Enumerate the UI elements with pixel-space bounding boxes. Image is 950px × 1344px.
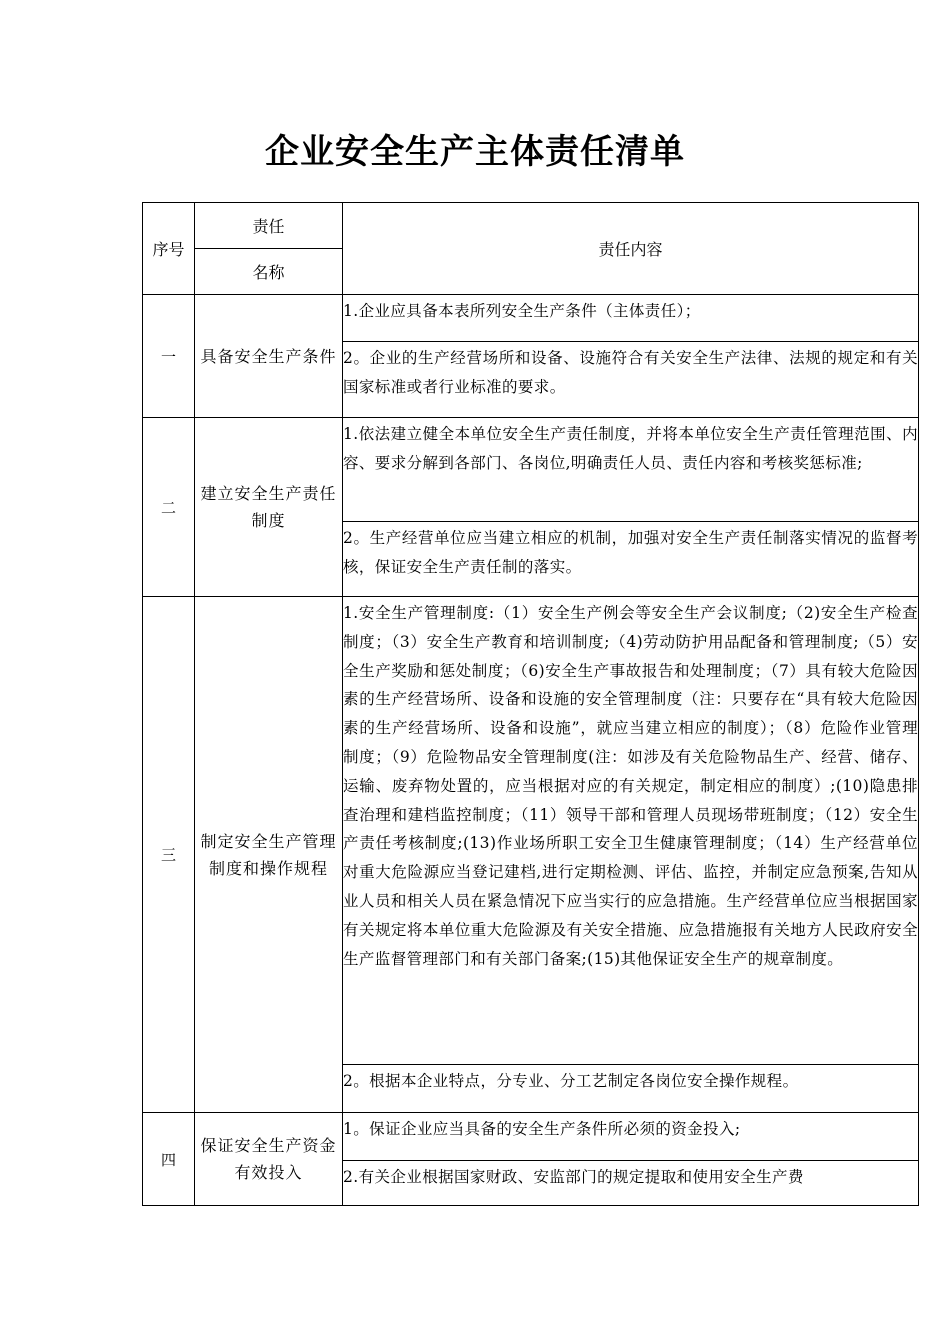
row-item: 2。企业的生产经营场所和设备、设施符合有关安全生产法律、法规的规定和有关国家标准或者行业标准的要求。 bbox=[343, 342, 919, 418]
row-item: 1.依法建立健全本单位安全生产责任制度，并将本单位安全生产责任管理范围、内容、要求分解到各部门、各岗位,明确责任人员、责任内容和考核奖惩标准; bbox=[343, 418, 919, 522]
row-name: 保证安全生产资金有效投入 bbox=[195, 1113, 343, 1206]
row-item: 1.安全生产管理制度:（1）安全生产例会等安全生产会议制度;（2)安全生产检查制度；（3）安全生产教育和培训制度;（4)劳动防护用品配备和管理制度;（5）安全生产奖励和惩处制度；（6)安全生产事故报告和处理制度；（7）具有较大危险因素的生产经营场所、设备和设施的安全管理制度（注：只要存在“具有较大危险因素的生产经营场所、设备和设施”，就应当建立相应的制度）；（8）危险作业管理制度；（9）危险物品安全管理制度(注：如涉及有关危险物品生产、经营、储存、运输、废弃物处置的，应当根据对应的有关规定，制定相应的制度）;(10)隐患排查治理和建档监控制度；（11）领导干部和管理人员现场带班制度；（12）安全生产责任考核制度;(13)作业场所职工安全卫生健康管理制度；（14）生产经营单位对重大危险源应当登记建档,进行定期检测、评估、监控，并制定应急预案,告知从业人员和相关人员在紧急情况下应当实行的应急措施。生产经营单位应当根据国家有关规定将本单位重大危险源及有关安全措施、应急措施报有关地方人民政府安全生产监督管理部门和有关部门备案;(15)其他保证安全生产的规章制度。 bbox=[343, 597, 919, 1065]
row-item: 1。保证企业应当具备的安全生产条件所必须的资金投入; bbox=[343, 1113, 919, 1161]
row-name: 建立安全生产责任制度 bbox=[195, 418, 343, 597]
row-seq: 一 bbox=[143, 295, 195, 418]
row-name: 具备安全生产条件 bbox=[195, 295, 343, 418]
row-seq: 四 bbox=[143, 1113, 195, 1206]
responsibility-table bbox=[142, 202, 919, 1206]
header-content: 责任内容 bbox=[343, 203, 919, 295]
row-seq: 二 bbox=[143, 418, 195, 597]
row-name: 制定安全生产管理制度和操作规程 bbox=[195, 597, 343, 1113]
header-seq: 序号 bbox=[143, 203, 195, 295]
row-item: 1.企业应具备本表所列安全生产条件（主体责任）； bbox=[343, 295, 919, 342]
header-name-line1: 责任 bbox=[195, 203, 343, 249]
row-seq: 三 bbox=[143, 597, 195, 1113]
row-item: 2.有关企业根据国家财政、安监部门的规定提取和使用安全生产费 bbox=[343, 1161, 919, 1206]
table-row bbox=[143, 597, 919, 1065]
document-title: 企业安全生产主体责任清单 bbox=[265, 132, 685, 172]
row-item: 2。根据本企业特点，分专业、分工艺制定各岗位安全操作规程。 bbox=[343, 1065, 919, 1113]
header-name-line2: 名称 bbox=[195, 249, 343, 295]
table-row bbox=[143, 418, 919, 522]
table-row bbox=[143, 1113, 919, 1161]
table-row bbox=[143, 295, 919, 342]
row-item: 2。生产经营单位应当建立相应的机制，加强对安全生产责任制落实情况的监督考核，保证安全生产责任制的落实。 bbox=[343, 522, 919, 597]
